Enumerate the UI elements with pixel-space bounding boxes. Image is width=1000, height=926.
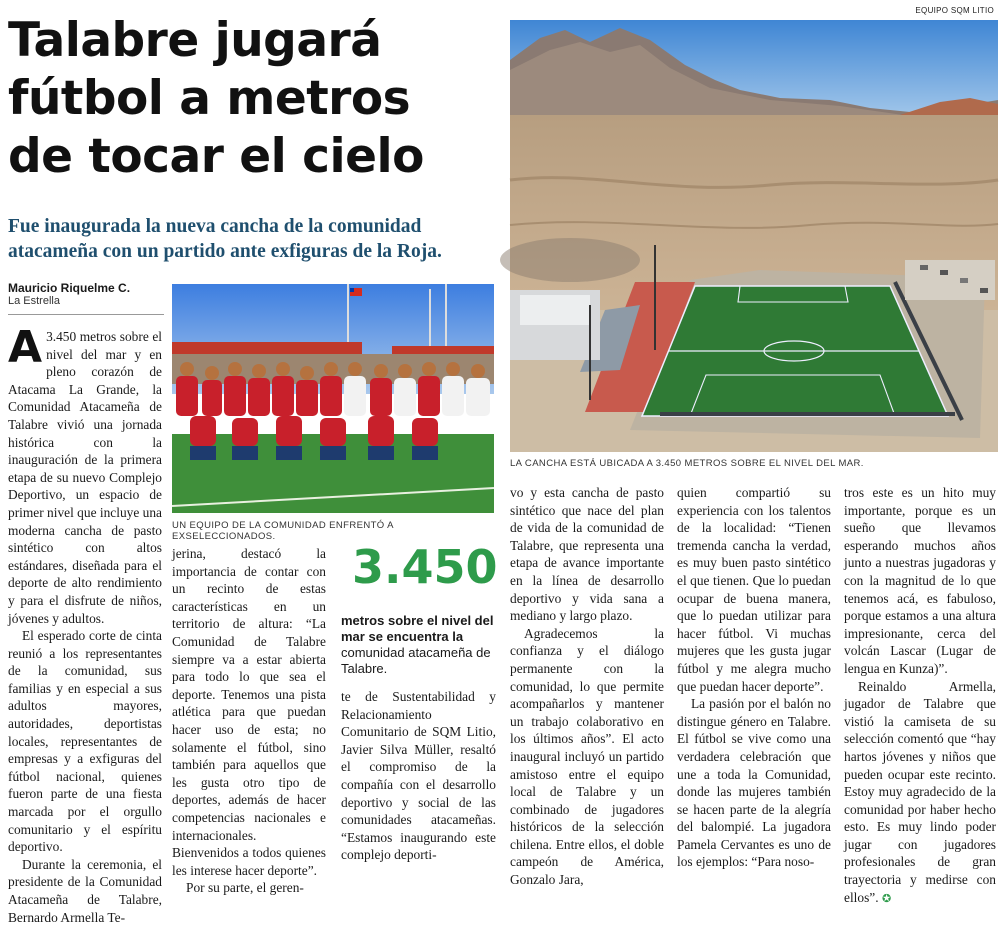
body-column-1: [8, 322, 162, 925]
stadium-aerial-photo: [510, 20, 998, 452]
team-caption: UN EQUIPO DE LA COMUNIDAD ENFRENTÓ A EXSELECCIONADOS.: [172, 520, 394, 542]
paragraph: vo y esta cancha de pasto sintético que nace del plan de vida de la comunidad de Talabre, que representa una etapa de avance importante en la línea de desarrollo deportivo y vida sana a mediano y largo plazo.: [510, 485, 664, 624]
paragraph: quien compartió su experiencia con los talentos de la localidad: “Tienen tremenda cancha la verdad, es muy buen pasto sintético el que tienen. Que lo puedan ocupar de buena manera, que lo puedan utilizar para hacer fútbol. Vi muchas mujeres que les gusta jugar fútbol y me alegra mucho que puedan hacer deporte”.: [677, 485, 831, 694]
pullquote-bold: metros sobre el nivel del mar se encuentra la: [341, 613, 494, 644]
drop-cap: A: [8, 322, 43, 373]
body-column-5: [677, 484, 831, 870]
pullquote-number: 3.450: [352, 540, 498, 594]
photo-credit: EQUIPO SQM LITIO: [915, 6, 994, 15]
paragraph: Por su parte, el geren-: [186, 880, 304, 896]
paragraph-text: Reinaldo Armella, jugador de Talabre que vistió la camiseta de su selección comentó que “hay hartos jóvenes y niños que pueden ocupar este recinto. Estoy muy agradecido de la comunidad por haber hecho esto. Es muy lindo poder jugar con jugadores profesionales de gran trayectoria y medirse con ellos”.: [844, 678, 996, 905]
paragraph: te de Sustentabilidad y Relacionamiento Comunitario de SQM Litio, Javier Silva Müller, resaltó el compromiso de la compañía con el desarrollo deportivo y social de las comunidades atacameñas. “Estamos inaugurando este complejo deporti-: [341, 689, 496, 863]
pullquote-text: comunidad atacameña de Talabre.: [341, 645, 491, 676]
paragraph: tros este es un hito muy importante, porque es un sueño que llevamos esperando muchos años junto a nuestras jugadoras y con la magnitud de lo que tenemos acá, es fabuloso, porque estamos a una altura impresionante, cerca del volcán Lascar (Lugar de lengua en Kunza)”.: [844, 485, 996, 676]
body-column-3: [341, 688, 496, 863]
paragraph: Durante la ceremonia, el presidente de la Comunidad Atacameña de Talabre, Bernardo Armella Te-: [8, 856, 162, 925]
byline-rule: [8, 314, 164, 315]
headline: Talabre jugará fútbol a metros de tocar el cielo: [8, 13, 424, 184]
paragraph: [8, 322, 162, 627]
end-mark-icon: ✪: [881, 892, 892, 905]
byline-author: Mauricio Riquelme C.: [8, 281, 131, 295]
paragraph: La pasión por el balón no distingue género en Talabre. El fútbol se vive como una verdadera celebración que une a toda la Comunidad, donde las mujeres también se hacen parte de la alegría del balompié. La jugadora Pamela Cervantes es uno de los ejemplos: “Para noso-: [677, 696, 831, 870]
subheadline: Fue inaugurada la nueva cancha de la comunidad atacameña con un partido ante exfiguras de la Roja.: [8, 216, 442, 262]
body-column-6: [844, 484, 996, 905]
stadium-caption: LA CANCHA ESTÁ UBICADA A 3.450 METROS SOBRE EL NIVEL DEL MAR.: [510, 458, 864, 469]
byline-publication: La Estrella: [8, 295, 60, 307]
paragraph: Agradecemos la confianza y el diálogo permanente con la comunidad, lo que permite acompañarlos y mantener un trabajo colaborativo en los últimos años”. El acto inaugural incluyó un partido amistoso entre el equipo local de Talabre y un combinado de jugadores históricos de la selección chilena. Entre ellos, el doble campeón de América, Gonzalo Jara,: [510, 625, 664, 888]
pullquote: [341, 613, 496, 677]
paragraph: jerina, destacó la importancia de contar con un recinto de estas características en un territorio de altura: “La Comunidad de Talabre siempre va a estar abierta para todo lo que sea el deporte. Tenemos una pista atlética para que puedan hacer uso de esta; no solamente el fútbol, sino también para aquellos que les gusta otro tipo de deportes, además de hacer competencias nacionales e internacionales. Bienvenidos a todos quienes les interese hacer deporte”.: [172, 546, 326, 878]
paragraph: [844, 678, 996, 909]
body-column-4: [510, 484, 664, 888]
paragraph: El esperado corte de cinta reunió a los representantes de la comunidad, sus familias y en especial a sus adultos mayores, autoridades, deportistas locales, representantes de empresas y a exfiguras del fútbol nacional, quienes fueron parte de una fiesta marcada por el orgullo comunitario y el espíritu deportivo.: [8, 628, 162, 855]
body-column-2: [172, 545, 326, 896]
team-photo: [172, 284, 494, 513]
paragraph-text: 3.450 metros sobre el nivel del mar y en pleno corazón de Atacama La Grande, la Comunidad Atacameña de Talabre vivió una jornada histórica con la inauguración de la primera etapa de su nuevo Complejo Deportivo, un espacio de primer nivel que incluye una moderna cancha de pasto sintético con altos estándares, diseñada para el deporte de alto rendimiento y para el disfrute de niños, jóvenes y adultos.: [8, 329, 162, 626]
